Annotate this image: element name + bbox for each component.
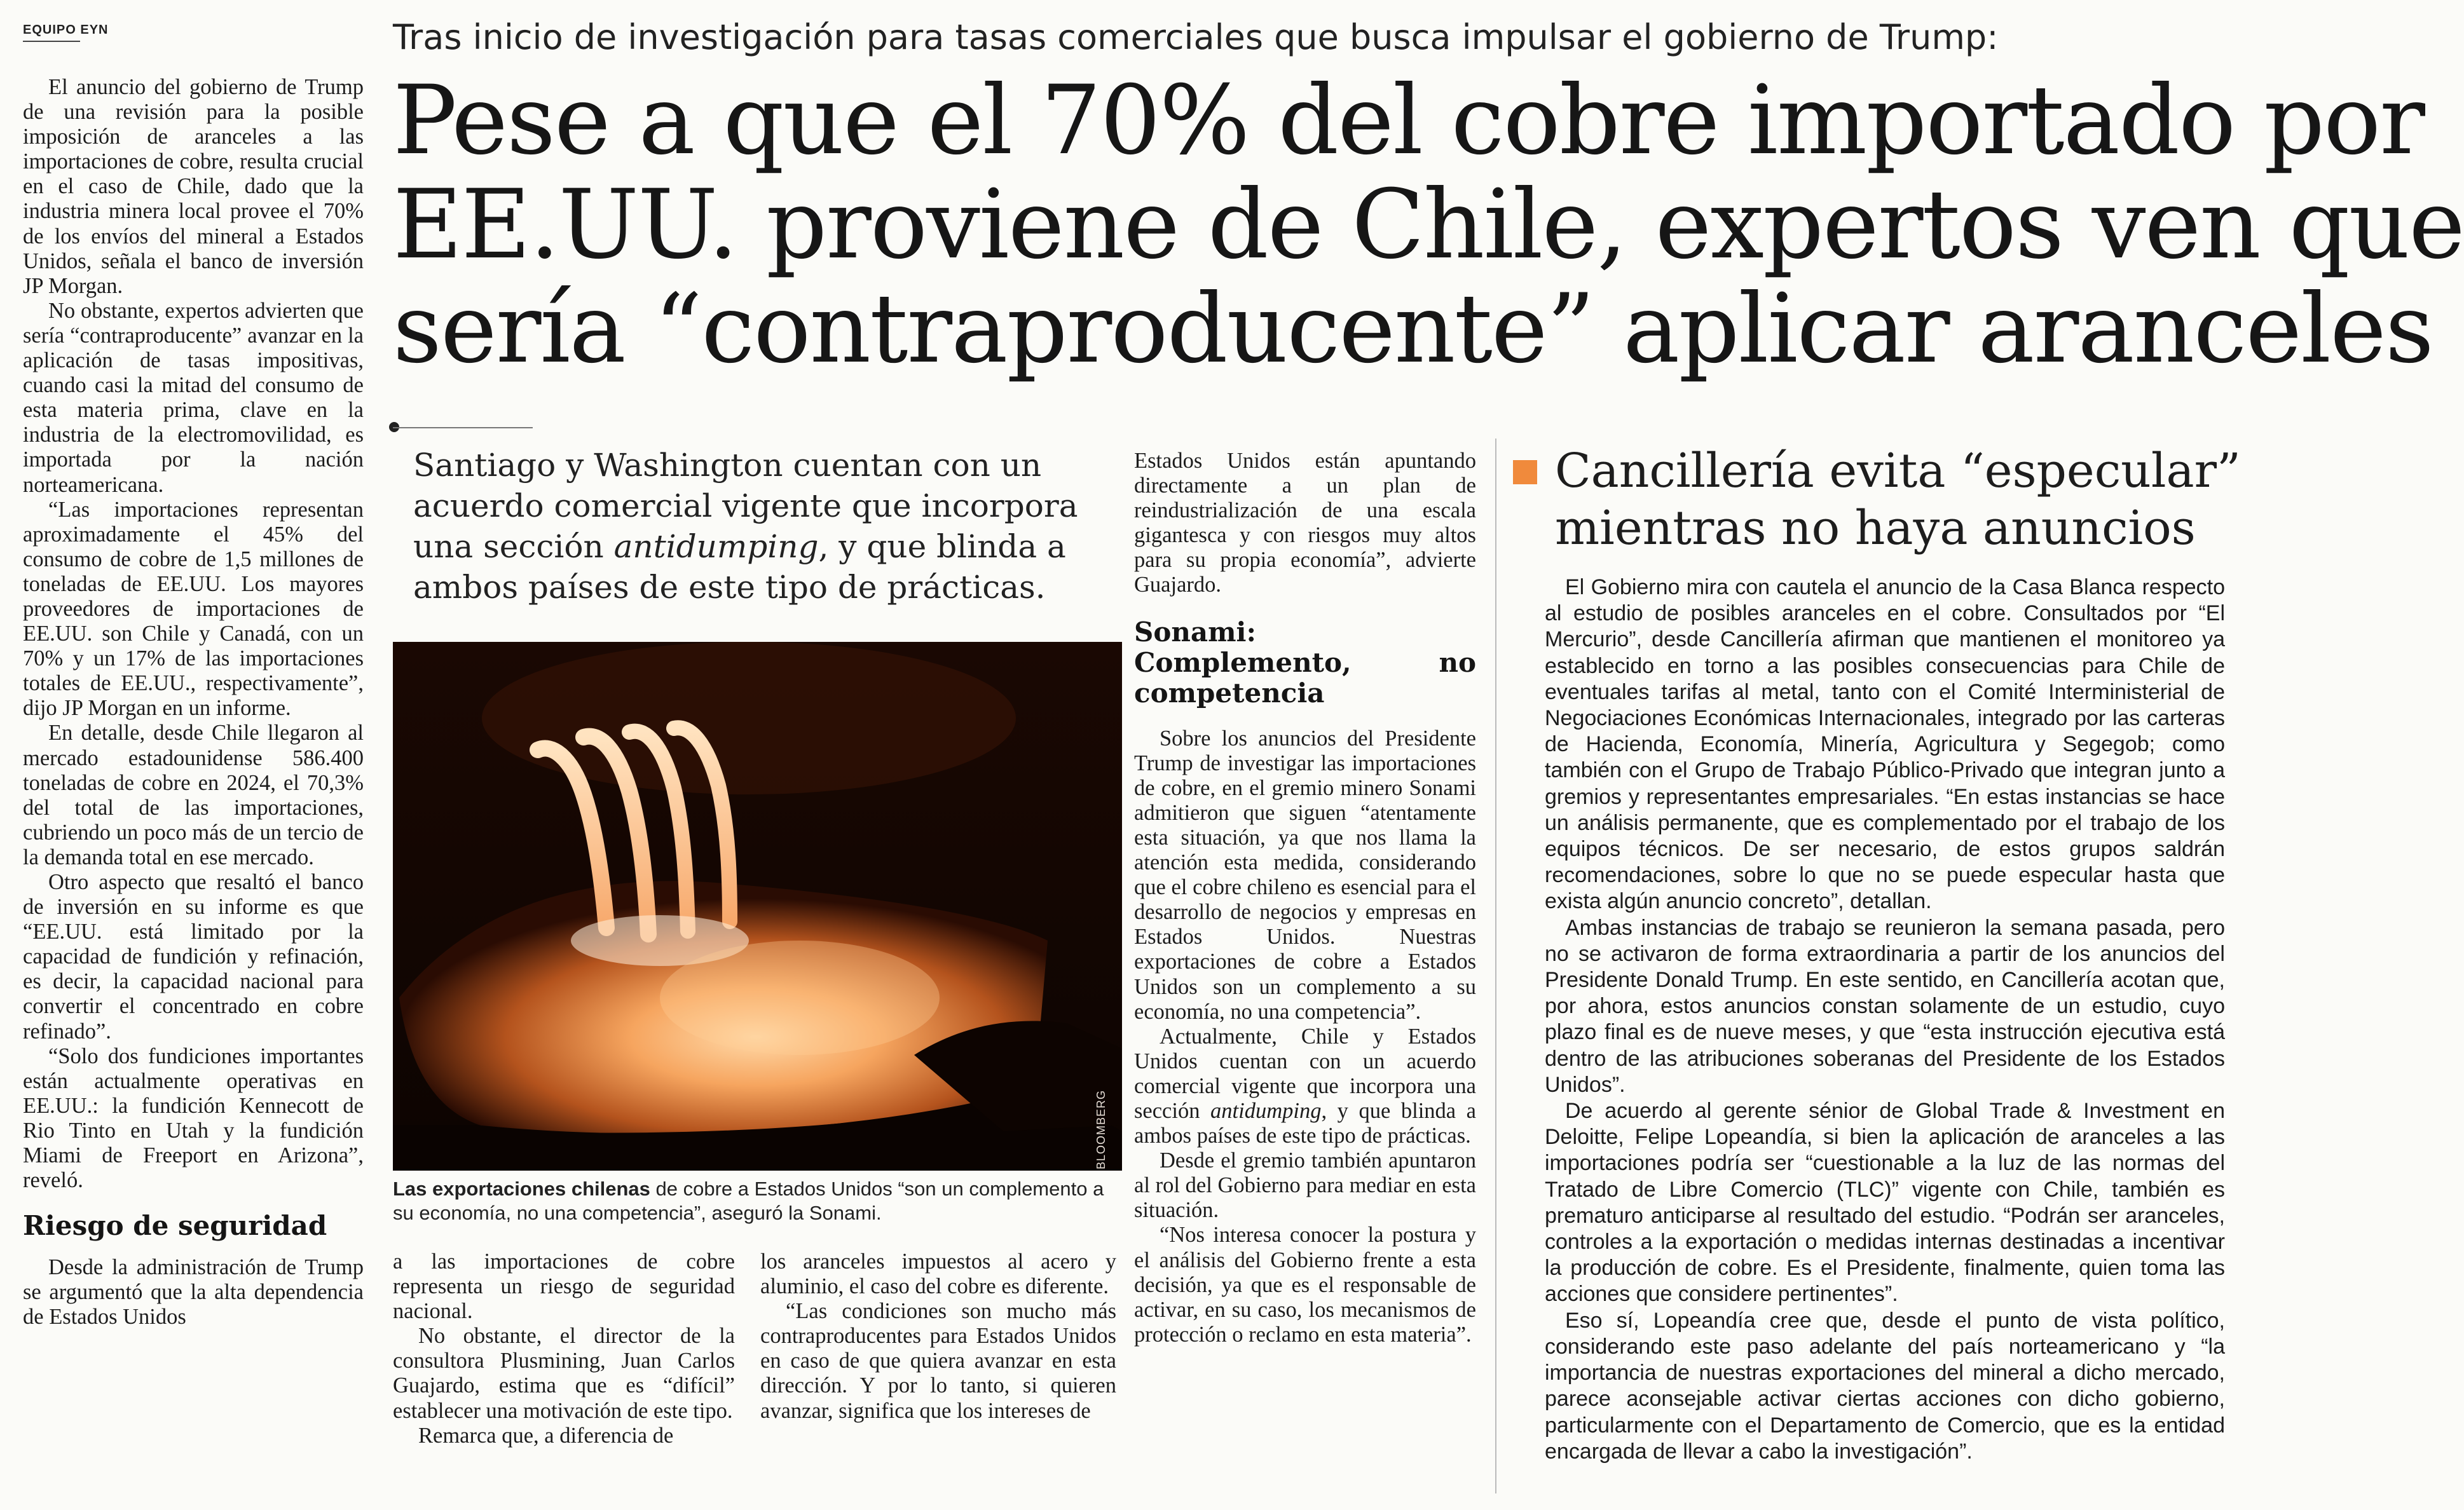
deck-rule [393, 427, 533, 428]
col4-paragraph-3 [1134, 1024, 1476, 1148]
deck [413, 445, 1112, 608]
headline-line-3: sería “contraproducente” aplicar aranceles [393, 274, 2433, 384]
column-1 [23, 75, 364, 1502]
deck-line-3-pre: una sección [413, 528, 614, 565]
col4-p3-post: , y que blinda a ambos países de este tipo de prácticas. [1134, 1098, 1476, 1148]
copper-pour-illustration [393, 642, 1122, 1171]
caption-bold: Las exportaciones chilenas [393, 1178, 650, 1200]
col1-paragraph-3: “Las importaciones representan aproximadamente el 45% del consumo de cobre de 1,5 millones de toneladas de EE.UU. Los mayores proveedores de importaciones de EE.UU. son Chile y Canadá, con un 70% y un 17% de las importaciones totales de EE.UU., respectivamente”, dijo JP Morgan en un informe. [23, 497, 364, 721]
sidebar-headline-line-2: mientras no haya anuncios [1555, 501, 2196, 555]
col1-paragraph-2: No obstante, expertos advierten que sería “contraproducente” avanzar en la aplicación de tasas impositivas, cuando casi la mitad del consumo de esta materia prima, clave en la industria de la electromovilidad, es importada por la nación norteamericana. [23, 298, 364, 497]
col4-paragraph-1: Estados Unidos están apuntando directamente a un plan de reindustrialización de una escala gigantesca y con riesgos muy altos para su propia economía”, advierte Guajardo. [1134, 449, 1476, 597]
col4-paragraph-2: Sobre los anuncios del Presidente Trump de investigar las importaciones de cobre, en el gremio minero Sonami admitieron que siguen “atentamente esta situación, ya que nos llama la atención esta medida, considerando que el cobre chileno es esencial para el desarrollo de negocios y empresas en Estados Unidos. Nuestras exportaciones de cobre a Estados Unidos son un complemento a su economía, no una competencia”. [1134, 726, 1476, 1024]
col4-p3-pre: Actualmente, Chile y Estados Unidos cuentan con un acuerdo comercial vigente que incorpora una sección [1134, 1024, 1476, 1123]
headline [393, 65, 2464, 384]
column-3 [760, 1249, 1116, 1504]
sidebar-paragraph-3: De acuerdo al gerente sénior de Global Trade & Investment en Deloitte, Felipe Lopeandía, si bien la aplicación de aranceles a las importaciones podría ser “cuestionable a la luz de las normas del Tratado de Libre Comercio (TLC)” vigente con Chile, también es prematuro anticiparse al resultado del estudio. “Podrán ser aranceles, controles a la exportación o medidas internas destinadas a incentivar la producción de cobre. Es el Presidente, finalmente, quien toma las acciones que considere pertinentes”. [1545, 1099, 2225, 1307]
col1-paragraph-4: En detalle, desde Chile llegaron al mercado estadounidense 586.400 toneladas de cobre en 2024, el 70,3% del total de las importaciones, cubriendo un poco más de un tercio de la demanda total en ese mercado. [23, 721, 364, 869]
photo-credit: BLOOMBERG [1095, 1089, 1107, 1169]
col1-paragraph-7: Desde la administración de Trump se argumentó que la alta dependencia de Estados Unidos [23, 1255, 364, 1330]
col1-paragraph-6: “Solo dos fundiciones importantes están actualmente operativas en EE.UU.: la fundición Kennecott de Rio Tinto en Utah y la fundición Miami de Freeport en Arizona”, reveló. [23, 1044, 364, 1193]
deck-line-3 [413, 526, 1112, 567]
col4-p3-em: antidumping [1210, 1098, 1322, 1123]
sidebar-paragraph-4: Eso sí, Lopeandía cree que, desde el punto de vista político, considerando este paso adelante del país norteamericano y “la importancia de nuestras exportaciones del mineral a dicho mercado, parece aconsejable activar ciertas acciones con dicho gobierno, particularmente con el Departamento de Comercio, que es la entidad encargada de llevar a cabo la investigación”. [1545, 1308, 2225, 1464]
sidebar-body [1545, 575, 2225, 1465]
deck-line-4: ambos países de este tipo de prácticas. [413, 569, 1046, 606]
photo-caption [393, 1177, 1124, 1225]
sidebar-paragraph-1: El Gobierno mira con cautela el anuncio de la Casa Blanca respecto al estudio de posibles aranceles en el cobre. Consultados por “El Mercurio”, desde Cancillería afirman que mantienen el monitoreo ya establecido en torno a las posibles consecuencias para Chile de eventuales tarifas al metal, tanto con el Comité Interministerial de Negociaciones Económicas Internacionales, integrado por las carteras de Hacienda, Economía, Minería, Agricultura y Segegob; como también con el Grupo de Trabajo Público-Privado que integran junto a gremios y representantes empresariales. “En estas instancias se hace un análisis permanente, que es complementado por el trabajo de los equipos técnicos. De ser necesario, de estos grupos saldrán recomendaciones, sobre lo que no se puede especular hasta que exista algún anuncio concreto”, detallan. [1545, 575, 2225, 914]
byline-rule [23, 41, 80, 42]
col2-paragraph-3: Remarca que, a diferencia de [418, 1423, 674, 1448]
deck-line-1: Santiago y Washington cuentan con un [413, 447, 1042, 484]
col3-paragraph-1: los aranceles impuestos al acero y aluminio, el caso del cobre es diferente. [760, 1249, 1116, 1299]
deck-line-2: acuerdo comercial vigente que incorpora [413, 487, 1078, 524]
headline-line-2: EE.UU. proviene de Chile, expertos ven que [393, 170, 2464, 280]
copper-pour-photo [393, 642, 1122, 1171]
col2-paragraph-1: a las importaciones de cobre representa un riesgo de seguridad nacional. [393, 1249, 735, 1324]
col1-paragraph-5: Otro aspecto que resaltó el banco de inversión en su informe es que “EE.UU. está limitado por la capacidad de fundición y refinación, es decir, la capacidad nacional para convertir el concentrado en cobre refinado”. [23, 870, 364, 1044]
caption-rest: de cobre a Estados Unidos “son un complemento a su economía, no una competencia”, aseguró la Sonami. [393, 1178, 1104, 1224]
col3-paragraph-2: “Las condiciones son mucho más contraproducentes para Estados Unidos en caso de que quiera avanzar en esta dirección. Y por lo tanto, si quieren avanzar, significa que los intereses de [760, 1299, 1116, 1423]
column-2 [393, 1249, 735, 1504]
deck-line-3-em: antidumping [613, 528, 819, 565]
headline-line-1: Pese a que el 70% del cobre importado por [393, 65, 2425, 176]
sidebar-headline-line-1: Cancillería evita “especular” [1555, 444, 2241, 498]
column-4 [1134, 449, 1476, 1504]
col4-paragraph-5: “Nos interesa conocer la postura y el análisis del Gobierno frente a esta decisión, ya que es el responsable de activar, en su caso, los mecanismos de protección o reclamo en esta materia”. [1134, 1223, 1476, 1347]
col4-paragraph-4: Desde el gremio también apuntaron al rol del Gobierno para mediar en esta situación. [1134, 1148, 1476, 1223]
col1-subhead: Riesgo de seguridad [23, 1210, 327, 1242]
sidebar-paragraph-2: Ambas instancias de trabajo se reunieron la semana pasada, pero no se activaron de forma extraordinaria a partir de los anuncios del Presidente Donald Trump. En este sentido, en Cancillería acotan que, por ahora, estos anuncios constan solamente de un estudio, cuyo plazo final es de nueve meses, y que “esta instrucción ejecutiva está dentro de las atribuciones soberanas del Presidente de los Estados Unidos”. [1545, 915, 2225, 1097]
sidebar-headline [1510, 442, 2241, 557]
byline: EQUIPO EYN [23, 23, 109, 37]
col1-paragraph-1: El anuncio del gobierno de Trump de una revisión para la posible imposición de aranceles a las importaciones de cobre, resulta crucial en el caso de Chile, dado que la industria minera local provee el 70% de los envíos del mineral a Estados Unidos, señala el banco de inversión JP Morgan. [23, 75, 364, 298]
sidebar-divider [1495, 439, 1496, 1493]
col4-subhead: Sonami: Complemento, no competencia [1134, 616, 1476, 709]
col2-paragraph-2: No obstante, el director de la consultora Plusmining, Juan Carlos Guajardo, estima que es “difícil” establecer una motivación de este tipo. [393, 1324, 735, 1423]
kicker: Tras inicio de investigación para tasas comerciales que busca impulsar el gobierno de Trump: [393, 17, 1999, 57]
deck-line-3-post: , y que blinda a [818, 528, 1066, 565]
